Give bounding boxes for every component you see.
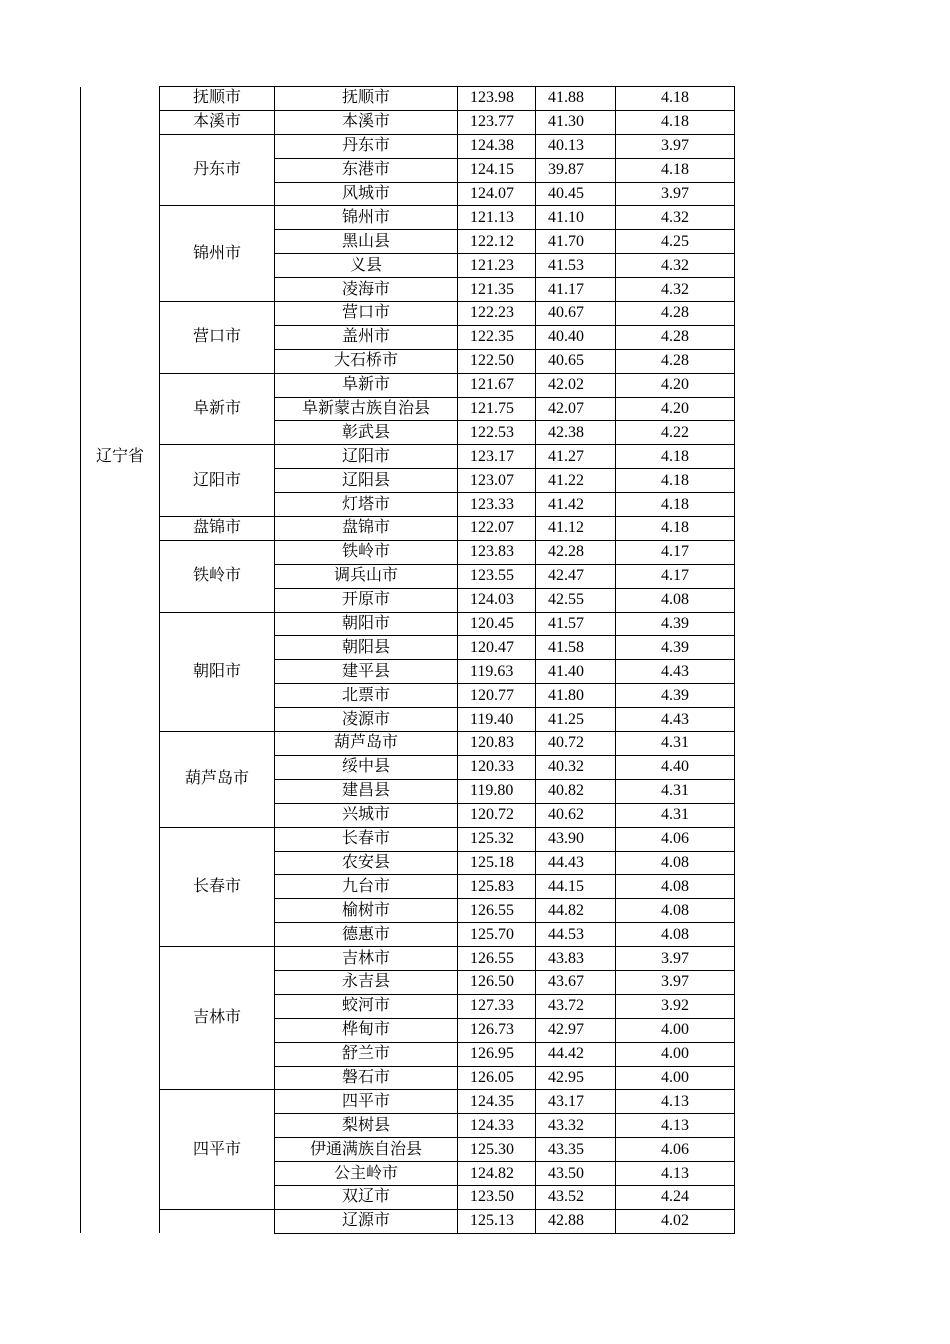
- table-row: [81, 540, 735, 564]
- longitude-cell: 122.53: [458, 421, 536, 445]
- latitude-cell: 42.28: [536, 540, 616, 564]
- longitude-cell: 120.77: [458, 684, 536, 708]
- longitude-cell: 121.75: [458, 397, 536, 421]
- longitude-cell: 121.35: [458, 278, 536, 302]
- value-cell: 4.32: [616, 254, 735, 278]
- latitude-cell: 43.50: [536, 1162, 616, 1186]
- county-cell: 农安县: [275, 851, 458, 875]
- county-cell: 蛟河市: [275, 994, 458, 1018]
- latitude-cell: 42.47: [536, 564, 616, 588]
- city-cell: [160, 1209, 275, 1233]
- value-cell: 4.31: [616, 779, 735, 803]
- city-cell: 锦州市: [160, 206, 275, 302]
- table-row: [81, 302, 735, 326]
- latitude-cell: 40.82: [536, 779, 616, 803]
- longitude-cell: 122.50: [458, 349, 536, 373]
- value-cell: 4.13: [616, 1090, 735, 1114]
- county-cell: 辽源市: [275, 1209, 458, 1233]
- city-cell: 四平市: [160, 1090, 275, 1209]
- value-cell: 4.39: [616, 684, 735, 708]
- longitude-cell: 120.45: [458, 612, 536, 636]
- longitude-cell: 120.47: [458, 636, 536, 660]
- longitude-cell: 122.35: [458, 325, 536, 349]
- county-cell: 辽阳县: [275, 469, 458, 493]
- latitude-cell: 40.45: [536, 182, 616, 206]
- value-cell: 4.32: [616, 278, 735, 302]
- longitude-cell: 121.13: [458, 206, 536, 230]
- city-cell: 营口市: [160, 302, 275, 374]
- latitude-cell: 43.67: [536, 970, 616, 994]
- longitude-cell: 120.72: [458, 803, 536, 827]
- longitude-cell: 121.67: [458, 373, 536, 397]
- city-cell: 吉林市: [160, 947, 275, 1090]
- value-cell: 4.18: [616, 469, 735, 493]
- latitude-cell: 40.62: [536, 803, 616, 827]
- county-cell: 葫芦岛市: [275, 732, 458, 756]
- latitude-cell: 44.82: [536, 899, 616, 923]
- value-cell: 4.08: [616, 588, 735, 612]
- latitude-cell: 44.42: [536, 1042, 616, 1066]
- county-cell: 抚顺市: [275, 87, 458, 111]
- latitude-cell: 42.02: [536, 373, 616, 397]
- latitude-cell: 41.22: [536, 469, 616, 493]
- city-cell: 葫芦岛市: [160, 732, 275, 828]
- value-cell: 4.08: [616, 899, 735, 923]
- latitude-cell: 41.10: [536, 206, 616, 230]
- county-cell: 东港市: [275, 158, 458, 182]
- latitude-cell: 41.30: [536, 110, 616, 134]
- county-cell: 盖州市: [275, 325, 458, 349]
- longitude-cell: 124.82: [458, 1162, 536, 1186]
- table-body: [81, 87, 735, 1234]
- latitude-cell: 43.83: [536, 947, 616, 971]
- county-cell: 风城市: [275, 182, 458, 206]
- latitude-cell: 42.97: [536, 1018, 616, 1042]
- value-cell: 4.18: [616, 158, 735, 182]
- value-cell: 4.02: [616, 1209, 735, 1233]
- latitude-cell: 41.42: [536, 493, 616, 517]
- county-cell: 锦州市: [275, 206, 458, 230]
- value-cell: 4.08: [616, 923, 735, 947]
- latitude-cell: 42.38: [536, 421, 616, 445]
- value-cell: 4.06: [616, 827, 735, 851]
- value-cell: 4.40: [616, 755, 735, 779]
- county-cell: 彰武县: [275, 421, 458, 445]
- value-cell: 4.39: [616, 612, 735, 636]
- latitude-cell: 44.53: [536, 923, 616, 947]
- county-cell: 大石桥市: [275, 349, 458, 373]
- longitude-cell: 120.33: [458, 755, 536, 779]
- value-cell: 4.13: [616, 1162, 735, 1186]
- table-row: [81, 110, 735, 134]
- value-cell: 4.28: [616, 325, 735, 349]
- longitude-cell: 124.35: [458, 1090, 536, 1114]
- longitude-cell: 125.18: [458, 851, 536, 875]
- longitude-cell: 123.50: [458, 1185, 536, 1209]
- table-row: [81, 206, 735, 230]
- value-cell: 4.31: [616, 803, 735, 827]
- county-cell: 调兵山市: [275, 564, 458, 588]
- county-cell: 永吉县: [275, 970, 458, 994]
- latitude-cell: 41.25: [536, 708, 616, 732]
- county-cell: 公主岭市: [275, 1162, 458, 1186]
- value-cell: 3.92: [616, 994, 735, 1018]
- longitude-cell: 123.33: [458, 493, 536, 517]
- county-cell: 凌源市: [275, 708, 458, 732]
- longitude-cell: 122.23: [458, 302, 536, 326]
- longitude-cell: 119.63: [458, 660, 536, 684]
- county-cell: 盘锦市: [275, 517, 458, 541]
- value-cell: 4.28: [616, 349, 735, 373]
- county-cell: 北票市: [275, 684, 458, 708]
- value-cell: 4.18: [616, 87, 735, 111]
- value-cell: 4.17: [616, 564, 735, 588]
- county-cell: 兴城市: [275, 803, 458, 827]
- table-row: [81, 134, 735, 158]
- value-cell: 4.24: [616, 1185, 735, 1209]
- table-row: [81, 732, 735, 756]
- value-cell: 3.97: [616, 947, 735, 971]
- latitude-cell: 42.55: [536, 588, 616, 612]
- longitude-cell: 126.55: [458, 899, 536, 923]
- longitude-cell: 124.03: [458, 588, 536, 612]
- value-cell: 3.97: [616, 970, 735, 994]
- longitude-cell: 126.05: [458, 1066, 536, 1090]
- latitude-cell: 41.53: [536, 254, 616, 278]
- value-cell: 4.18: [616, 110, 735, 134]
- latitude-cell: 44.43: [536, 851, 616, 875]
- latitude-cell: 40.32: [536, 755, 616, 779]
- latitude-cell: 41.12: [536, 517, 616, 541]
- longitude-cell: 125.70: [458, 923, 536, 947]
- table-row: [81, 87, 735, 111]
- table-row: [81, 947, 735, 971]
- longitude-cell: 123.77: [458, 110, 536, 134]
- value-cell: 3.97: [616, 134, 735, 158]
- longitude-cell: 121.23: [458, 254, 536, 278]
- longitude-cell: 125.32: [458, 827, 536, 851]
- county-cell: 黑山县: [275, 230, 458, 254]
- province-cell: 辽宁省: [81, 87, 160, 828]
- city-coordinates-table: [80, 86, 735, 1234]
- county-cell: 灯塔市: [275, 493, 458, 517]
- county-cell: 舒兰市: [275, 1042, 458, 1066]
- value-cell: 4.17: [616, 540, 735, 564]
- county-cell: 朝阳市: [275, 612, 458, 636]
- county-cell: 凌海市: [275, 278, 458, 302]
- latitude-cell: 43.32: [536, 1114, 616, 1138]
- value-cell: 4.20: [616, 397, 735, 421]
- latitude-cell: 43.72: [536, 994, 616, 1018]
- latitude-cell: 41.88: [536, 87, 616, 111]
- province-cell: [81, 827, 160, 1233]
- data-sheet: [80, 86, 734, 1234]
- county-cell: 榆树市: [275, 899, 458, 923]
- longitude-cell: 123.55: [458, 564, 536, 588]
- city-cell: 盘锦市: [160, 517, 275, 541]
- longitude-cell: 126.50: [458, 970, 536, 994]
- county-cell: 本溪市: [275, 110, 458, 134]
- table-row: [81, 373, 735, 397]
- county-cell: 梨树县: [275, 1114, 458, 1138]
- longitude-cell: 119.80: [458, 779, 536, 803]
- value-cell: 3.97: [616, 182, 735, 206]
- city-cell: 朝阳市: [160, 612, 275, 731]
- value-cell: 4.00: [616, 1042, 735, 1066]
- county-cell: 伊通满族自治县: [275, 1138, 458, 1162]
- city-cell: 铁岭市: [160, 540, 275, 612]
- value-cell: 4.00: [616, 1066, 735, 1090]
- latitude-cell: 41.70: [536, 230, 616, 254]
- longitude-cell: 125.30: [458, 1138, 536, 1162]
- county-cell: 九台市: [275, 875, 458, 899]
- value-cell: 4.32: [616, 206, 735, 230]
- county-cell: 吉林市: [275, 947, 458, 971]
- county-cell: 义县: [275, 254, 458, 278]
- city-cell: 本溪市: [160, 110, 275, 134]
- latitude-cell: 42.95: [536, 1066, 616, 1090]
- longitude-cell: 124.07: [458, 182, 536, 206]
- county-cell: 德惠市: [275, 923, 458, 947]
- latitude-cell: 41.57: [536, 612, 616, 636]
- table-row: [81, 612, 735, 636]
- city-cell: 辽阳市: [160, 445, 275, 517]
- table-row: [81, 1090, 735, 1114]
- latitude-cell: 40.65: [536, 349, 616, 373]
- latitude-cell: 41.80: [536, 684, 616, 708]
- value-cell: 4.20: [616, 373, 735, 397]
- county-cell: 阜新市: [275, 373, 458, 397]
- value-cell: 4.28: [616, 302, 735, 326]
- longitude-cell: 122.07: [458, 517, 536, 541]
- table-row: [81, 1209, 735, 1233]
- longitude-cell: 127.33: [458, 994, 536, 1018]
- city-cell: 抚顺市: [160, 87, 275, 111]
- county-cell: 铁岭市: [275, 540, 458, 564]
- county-cell: 磐石市: [275, 1066, 458, 1090]
- value-cell: 4.22: [616, 421, 735, 445]
- longitude-cell: 123.07: [458, 469, 536, 493]
- city-cell: 阜新市: [160, 373, 275, 445]
- value-cell: 4.39: [616, 636, 735, 660]
- value-cell: 4.06: [616, 1138, 735, 1162]
- longitude-cell: 124.15: [458, 158, 536, 182]
- longitude-cell: 123.98: [458, 87, 536, 111]
- value-cell: 4.08: [616, 875, 735, 899]
- latitude-cell: 43.90: [536, 827, 616, 851]
- latitude-cell: 43.17: [536, 1090, 616, 1114]
- county-cell: 双辽市: [275, 1185, 458, 1209]
- county-cell: 长春市: [275, 827, 458, 851]
- latitude-cell: 40.13: [536, 134, 616, 158]
- city-cell: 长春市: [160, 827, 275, 946]
- county-cell: 桦甸市: [275, 1018, 458, 1042]
- longitude-cell: 125.13: [458, 1209, 536, 1233]
- value-cell: 4.18: [616, 493, 735, 517]
- table-row: [81, 517, 735, 541]
- value-cell: 4.43: [616, 708, 735, 732]
- latitude-cell: 40.67: [536, 302, 616, 326]
- county-cell: 丹东市: [275, 134, 458, 158]
- value-cell: 4.43: [616, 660, 735, 684]
- latitude-cell: 43.52: [536, 1185, 616, 1209]
- value-cell: 4.18: [616, 517, 735, 541]
- county-cell: 建昌县: [275, 779, 458, 803]
- county-cell: 绥中县: [275, 755, 458, 779]
- city-cell: 丹东市: [160, 134, 275, 206]
- value-cell: 4.18: [616, 445, 735, 469]
- latitude-cell: 40.40: [536, 325, 616, 349]
- longitude-cell: 126.55: [458, 947, 536, 971]
- latitude-cell: 40.72: [536, 732, 616, 756]
- longitude-cell: 119.40: [458, 708, 536, 732]
- value-cell: 4.13: [616, 1114, 735, 1138]
- longitude-cell: 123.17: [458, 445, 536, 469]
- value-cell: 4.31: [616, 732, 735, 756]
- latitude-cell: 42.07: [536, 397, 616, 421]
- table-row: [81, 445, 735, 469]
- latitude-cell: 44.15: [536, 875, 616, 899]
- longitude-cell: 122.12: [458, 230, 536, 254]
- latitude-cell: 41.58: [536, 636, 616, 660]
- county-cell: 辽阳市: [275, 445, 458, 469]
- table-row: [81, 827, 735, 851]
- value-cell: 4.08: [616, 851, 735, 875]
- value-cell: 4.00: [616, 1018, 735, 1042]
- longitude-cell: 120.83: [458, 732, 536, 756]
- longitude-cell: 125.83: [458, 875, 536, 899]
- latitude-cell: 41.40: [536, 660, 616, 684]
- county-cell: 建平县: [275, 660, 458, 684]
- county-cell: 四平市: [275, 1090, 458, 1114]
- county-cell: 阜新蒙古族自治县: [275, 397, 458, 421]
- latitude-cell: 42.88: [536, 1209, 616, 1233]
- latitude-cell: 39.87: [536, 158, 616, 182]
- latitude-cell: 41.17: [536, 278, 616, 302]
- value-cell: 4.25: [616, 230, 735, 254]
- county-cell: 朝阳县: [275, 636, 458, 660]
- longitude-cell: 124.33: [458, 1114, 536, 1138]
- county-cell: 开原市: [275, 588, 458, 612]
- longitude-cell: 123.83: [458, 540, 536, 564]
- county-cell: 营口市: [275, 302, 458, 326]
- longitude-cell: 124.38: [458, 134, 536, 158]
- longitude-cell: 126.95: [458, 1042, 536, 1066]
- latitude-cell: 43.35: [536, 1138, 616, 1162]
- latitude-cell: 41.27: [536, 445, 616, 469]
- longitude-cell: 126.73: [458, 1018, 536, 1042]
